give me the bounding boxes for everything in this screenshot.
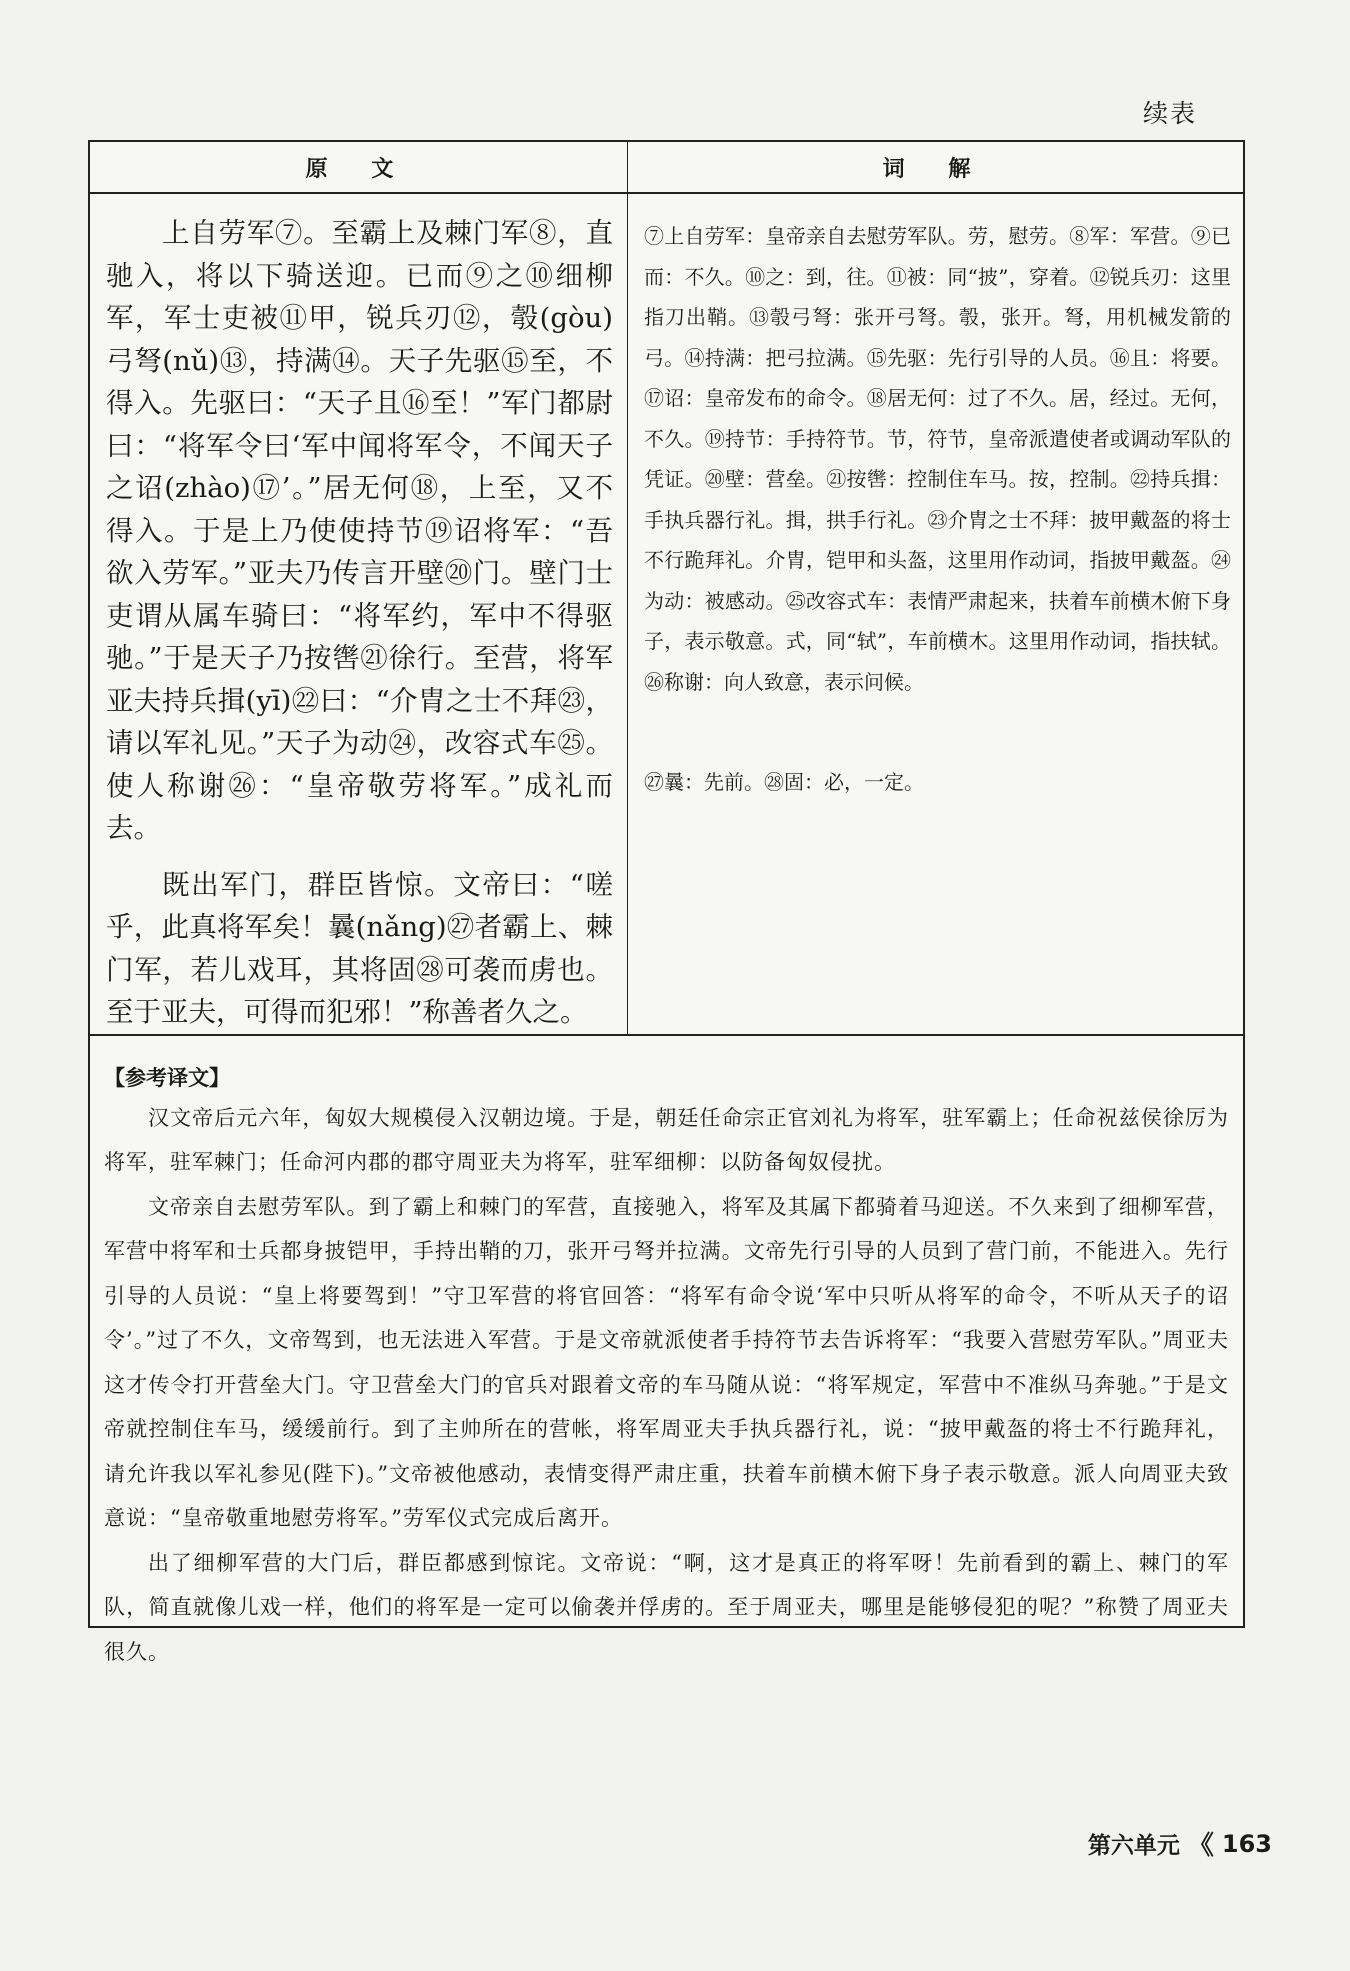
double-chevron-left-icon: 《: [1187, 1831, 1208, 1861]
translation-paragraph: 汉文帝后元六年，匈奴大规模侵入汉朝边境。于是，朝廷任命宗正官刘礼为将军，驻军霸上；任命祝兹侯徐厉为将军，驻军棘门；任命河内郡的郡守周亚夫为将军，驻军细柳：以防备匈奴侵扰。: [104, 1105, 1229, 1174]
translation-paragraph: 文帝亲自去慰劳军队。到了霸上和棘门的军营，直接驰入，将军及其属下都骑着马迎送。不久来到了细柳军营，军营中将军和士兵都身披铠甲，手持出鞘的刀，张开弓弩并拉满。文帝先行引导的人员到了营门前，不能进入。先行引导的人员说：“皇上将要驾到！”守卫军营的将官回答：“将军有命令说‘军中只听从将军的命令，不听从天子的诏令’。”过了不久，文帝驾到，也无法进入军营。于是文帝就派使者手持符节去告诉将军：“我要入营慰劳军队。”周亚夫这才传令打开营垒大门。守卫营垒大门的官兵对跟着文帝的车马随从说：“将军规定，军营中不准纵马奔驰。”于是文帝就控制住车马，缓缓前行。到了主帅所在的营帐，将军周亚夫手执兵器行礼，说：“披甲戴盔的将士不行跪拜礼，请允许我以军礼参见(陛下)。”文帝被他感动，表情变得严肃庄重，扶着车前横木俯下身子表示敬意。派人向周亚夫致意说：“皇帝敬重地慰劳将军。”劳军仪式完成后离开。: [104, 1194, 1229, 1530]
unit-label: 第六单元: [1087, 1833, 1180, 1859]
table-body-row: [90, 193, 1243, 1034]
reference-translation: [90, 1034, 1243, 1675]
notes-cell: [628, 193, 1244, 1034]
column-header-original: 原 文: [90, 142, 628, 193]
page-footer: [1088, 1825, 1272, 1862]
translation-paragraph: 出了细柳军营的大门后，群臣都感到惊诧。文帝说：“啊，这才是真正的将军呀！先前看到的霸上、棘门的军队，简直就像儿戏一样，他们的将军是一定可以偷袭并俘虏的。至于周亚夫，哪里是能够侵犯的呢？”称赞了周亚夫很久。: [104, 1550, 1229, 1664]
original-paragraph: 既出军门，群臣皆惊。文帝曰：“嗟乎，此真将军矣！曩(nǎng)㉗者霸上、棘门军，若儿戏耳，其将固㉘可袭而虏也。至于亚夫，可得而犯邪！”称善者久之。: [106, 868, 613, 1028]
continued-label: 续表: [1142, 99, 1197, 128]
content-frame: [88, 140, 1245, 1664]
page-number: 163: [1221, 1829, 1272, 1858]
table-header-row: [90, 142, 1243, 193]
column-header-notes: 词 解: [628, 142, 1244, 193]
original-paragraph: 上自劳军⑦。至霸上及棘门军⑧，直驰入，将以下骑送迎。已而⑨之⑩细柳军，军士吏被⑪甲，锐兵刃⑫，彀(gòu)弓弩(nǔ)⑬，持满⑭。天子先驱⑮至，不得入。先驱曰：“天子且⑯至！”军门都尉曰：“将军令曰‘军中闻将军令，不闻天子之诏(zhào)⑰’。”居无何⑱，上至，又不得入。于是上乃使使持节⑲诏将军：“吾欲入劳军。”亚夫乃传言开壁⑳门。壁门士吏谓从属车骑曰：“将军约，军中不得驱驰。”于是天子乃按辔㉑徐行。至营，将军亚夫持兵揖(yī)㉒曰：“介胄之士不拜㉓，请以军礼见。”天子为动㉔，改容式车㉕。使人称谢㉖：“皇帝敬劳将军。”成礼而去。: [106, 217, 613, 844]
original-text-cell: [90, 193, 628, 1034]
annotation-table: [90, 142, 1243, 1034]
word-notes: ⑦上自劳军：皇帝亲自去慰劳军队。劳，慰劳。⑧军：军营。⑨已而：不久。⑩之：到，往。⑪被：同“披”，穿着。⑫锐兵刃：这里指刀出鞘。⑬彀弓弩：张开弓弩。彀，张开。弩，用机械发箭的弓。⑭持满：把弓拉满。⑮先驱：先行引导的人员。⑯且：将要。⑰诏：皇帝发布的命令。⑱居无何：过了不久。居，经过。无何，不久。⑲持节：手持符节。节，符节，皇帝派遣使者或调动军队的凭证。⑳壁：营垒。㉑按辔：控制住车马。按，控制。㉒持兵揖：手执兵器行礼。揖，拱手行礼。㉓介胄之士不拜：披甲戴盔的将士不行跪拜礼。介胄，铠甲和头盔，这里用作动词，指披甲戴盔。㉔为动：被感动。㉕改容式车：表情严肃起来，扶着车前横木俯下身子，表示敬意。式，同“轼”，车前横木。这里用作动词，指扶轼。㉖称谢：向人致意，表示问候。: [644, 224, 1231, 694]
word-notes-extra: ㉗曩：先前。㉘固：必，一定。: [644, 770, 924, 794]
translation-title: 【参考译文】: [104, 1065, 230, 1090]
